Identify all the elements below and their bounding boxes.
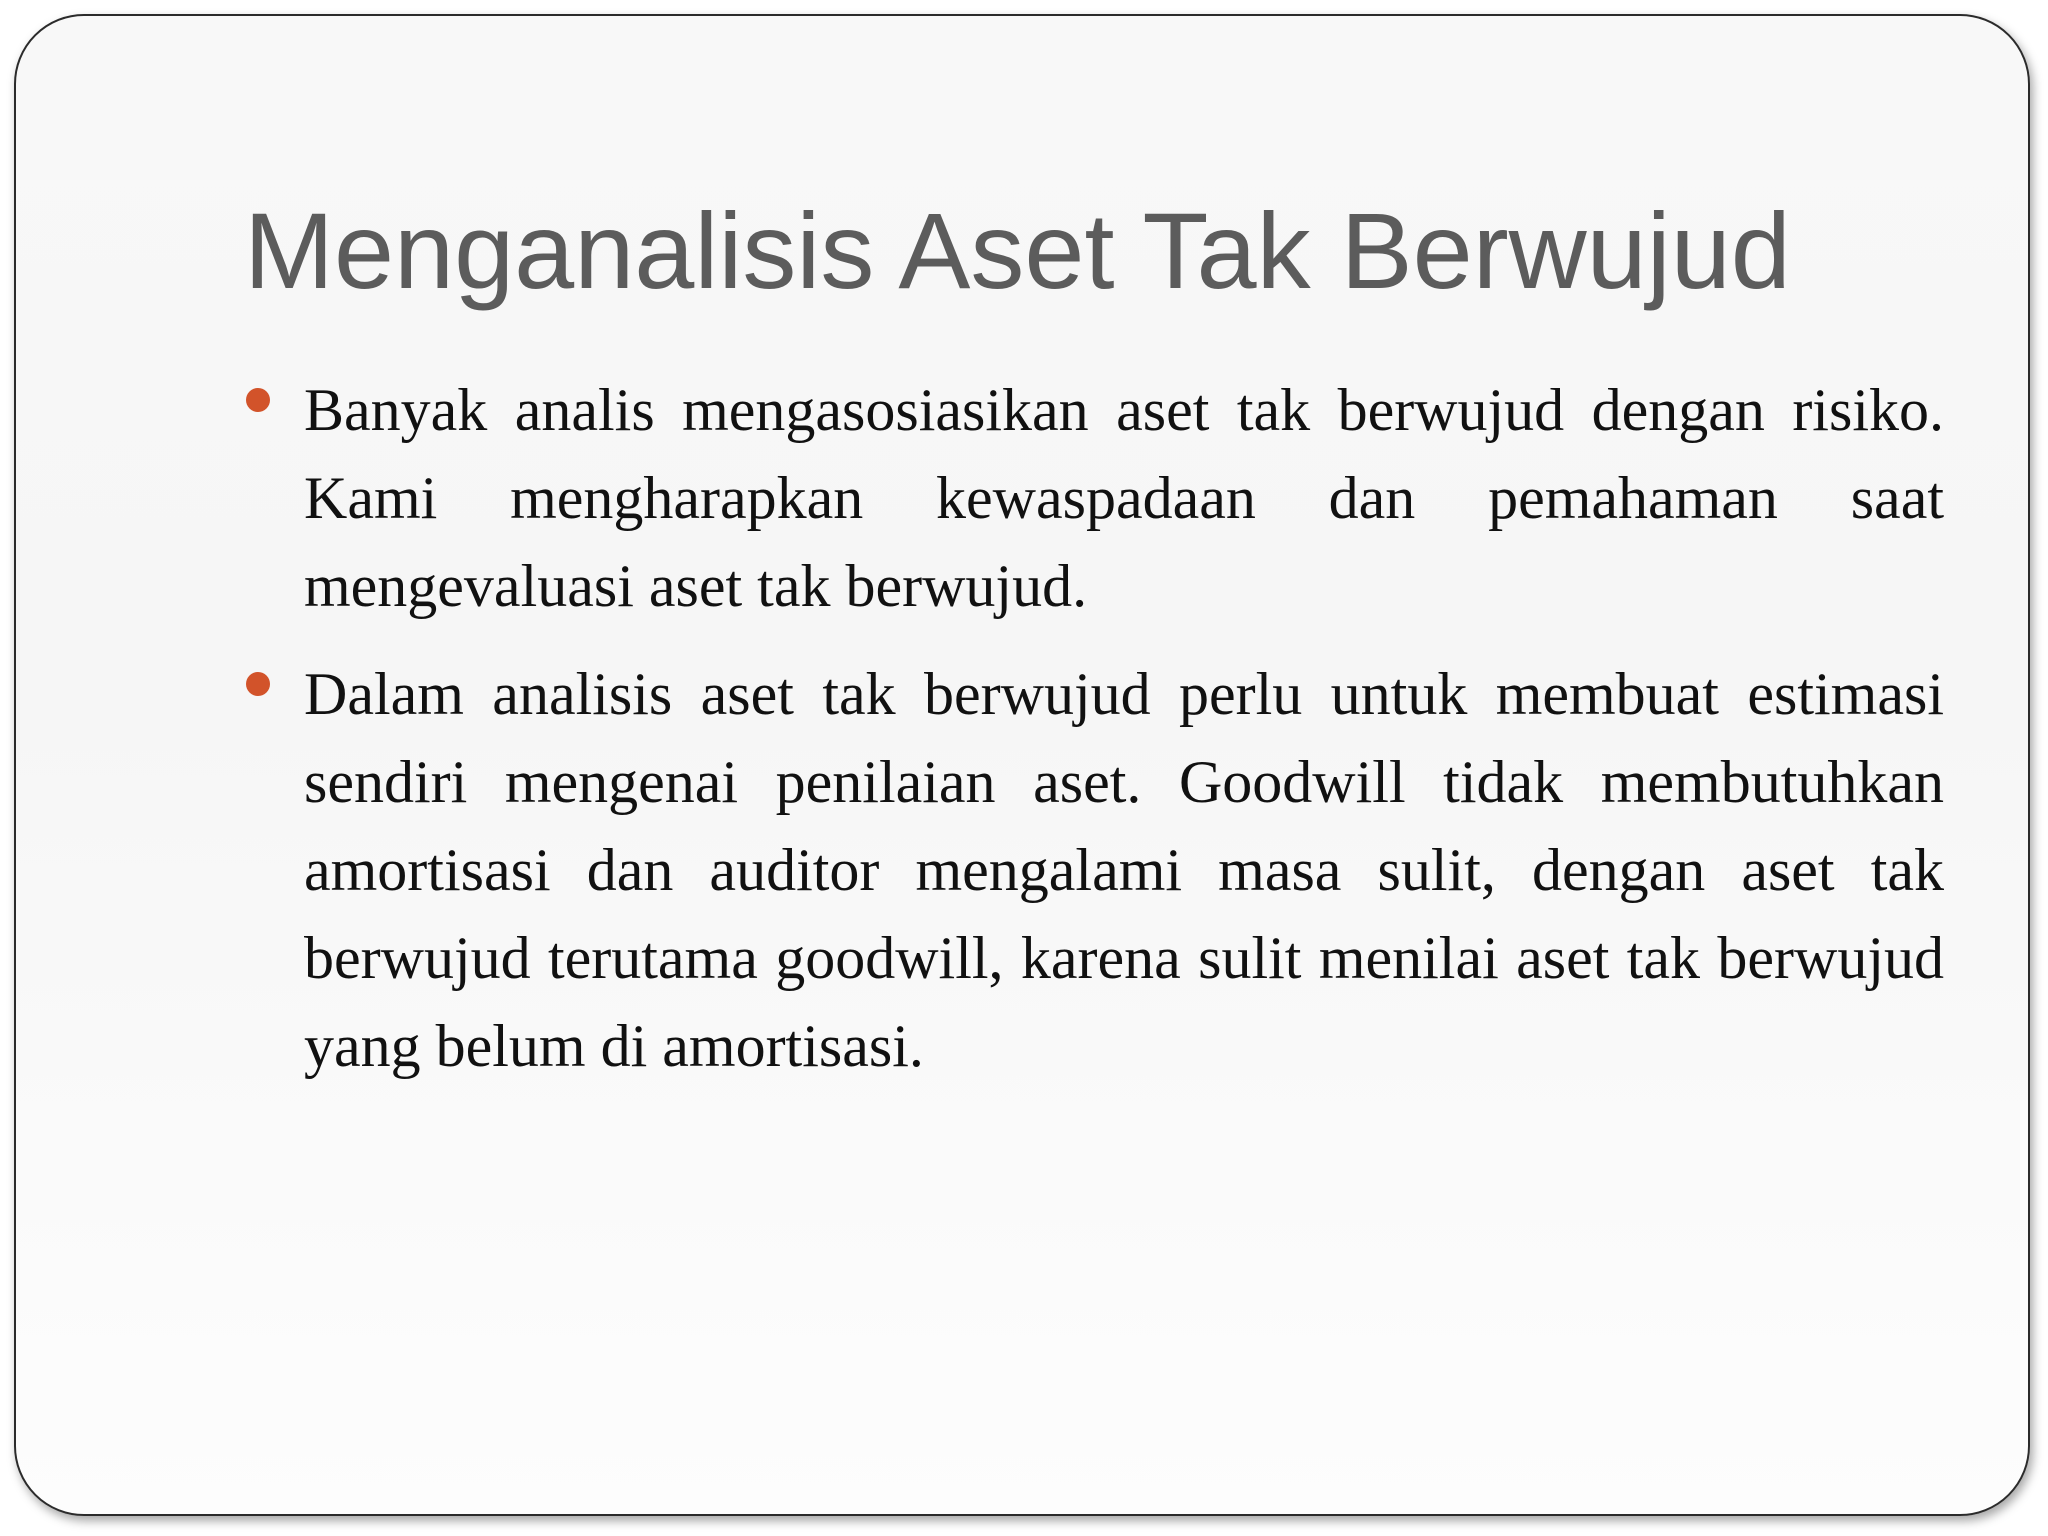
slide-frame [14,14,2030,1516]
bullet-list [304,366,1944,1110]
bullet-item-2 [304,650,1944,1090]
bullet-dot-icon [246,672,270,696]
bullet-text: Dalam analisis aset tak berwujud perlu untuk membuat estimasi sendiri mengenai penilaian aset. Goodwill tidak membutuhkan amortisasi dan auditor mengalami masa sulit, dengan aset tak berwujud terutama goodwill, karena sulit menilai aset tak berwujud yang belum di amortisasi. [304,661,1944,1079]
bullet-dot-icon [246,388,270,412]
slide-title: Menganalisis Aset Tak Berwujud [244,190,1791,311]
bullet-text: Banyak analis mengasosiasikan aset tak berwujud dengan risiko. Kami mengharapkan kewaspadaan dan pemahaman saat mengevaluasi aset tak berwujud. [304,377,1944,619]
bullet-item-1 [304,366,1944,630]
